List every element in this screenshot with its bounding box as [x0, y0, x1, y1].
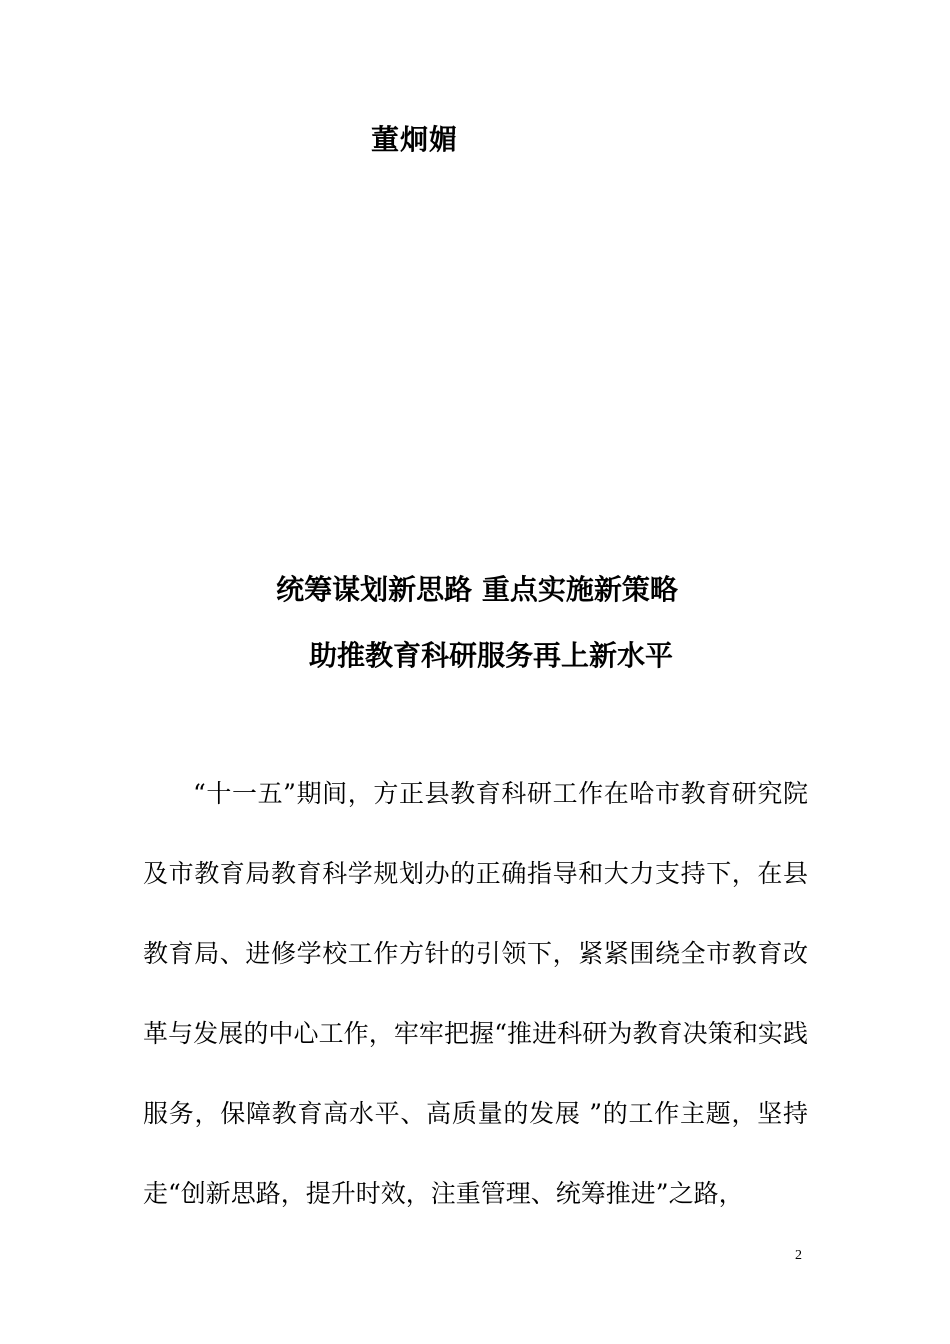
document-title-line-2: 助推教育科研服务再上新水平	[308, 639, 673, 672]
body-text	[143, 754, 808, 1234]
page-number: 2	[795, 1248, 802, 1263]
document-title-line-1: 统筹谋划新思路 重点实施新策略	[276, 573, 678, 606]
author-name: 董炯媚	[371, 123, 459, 156]
body-paragraph: “十一五”期间，方正县教育科研工作在哈市教育研究院及市教育局教育科学规划办的正确指导和大力支持下，在县教育局、进修学校工作方针的引领下，紧紧围绕全市教育改革与发展的中心工作，牢牢把握“推进科研为教育决策和实践服务，保障教育高水平、高质量的发展 ”的工作主题，坚持走“创新思路，提升时效，注重管理、统筹推进”之路，	[143, 779, 808, 1208]
